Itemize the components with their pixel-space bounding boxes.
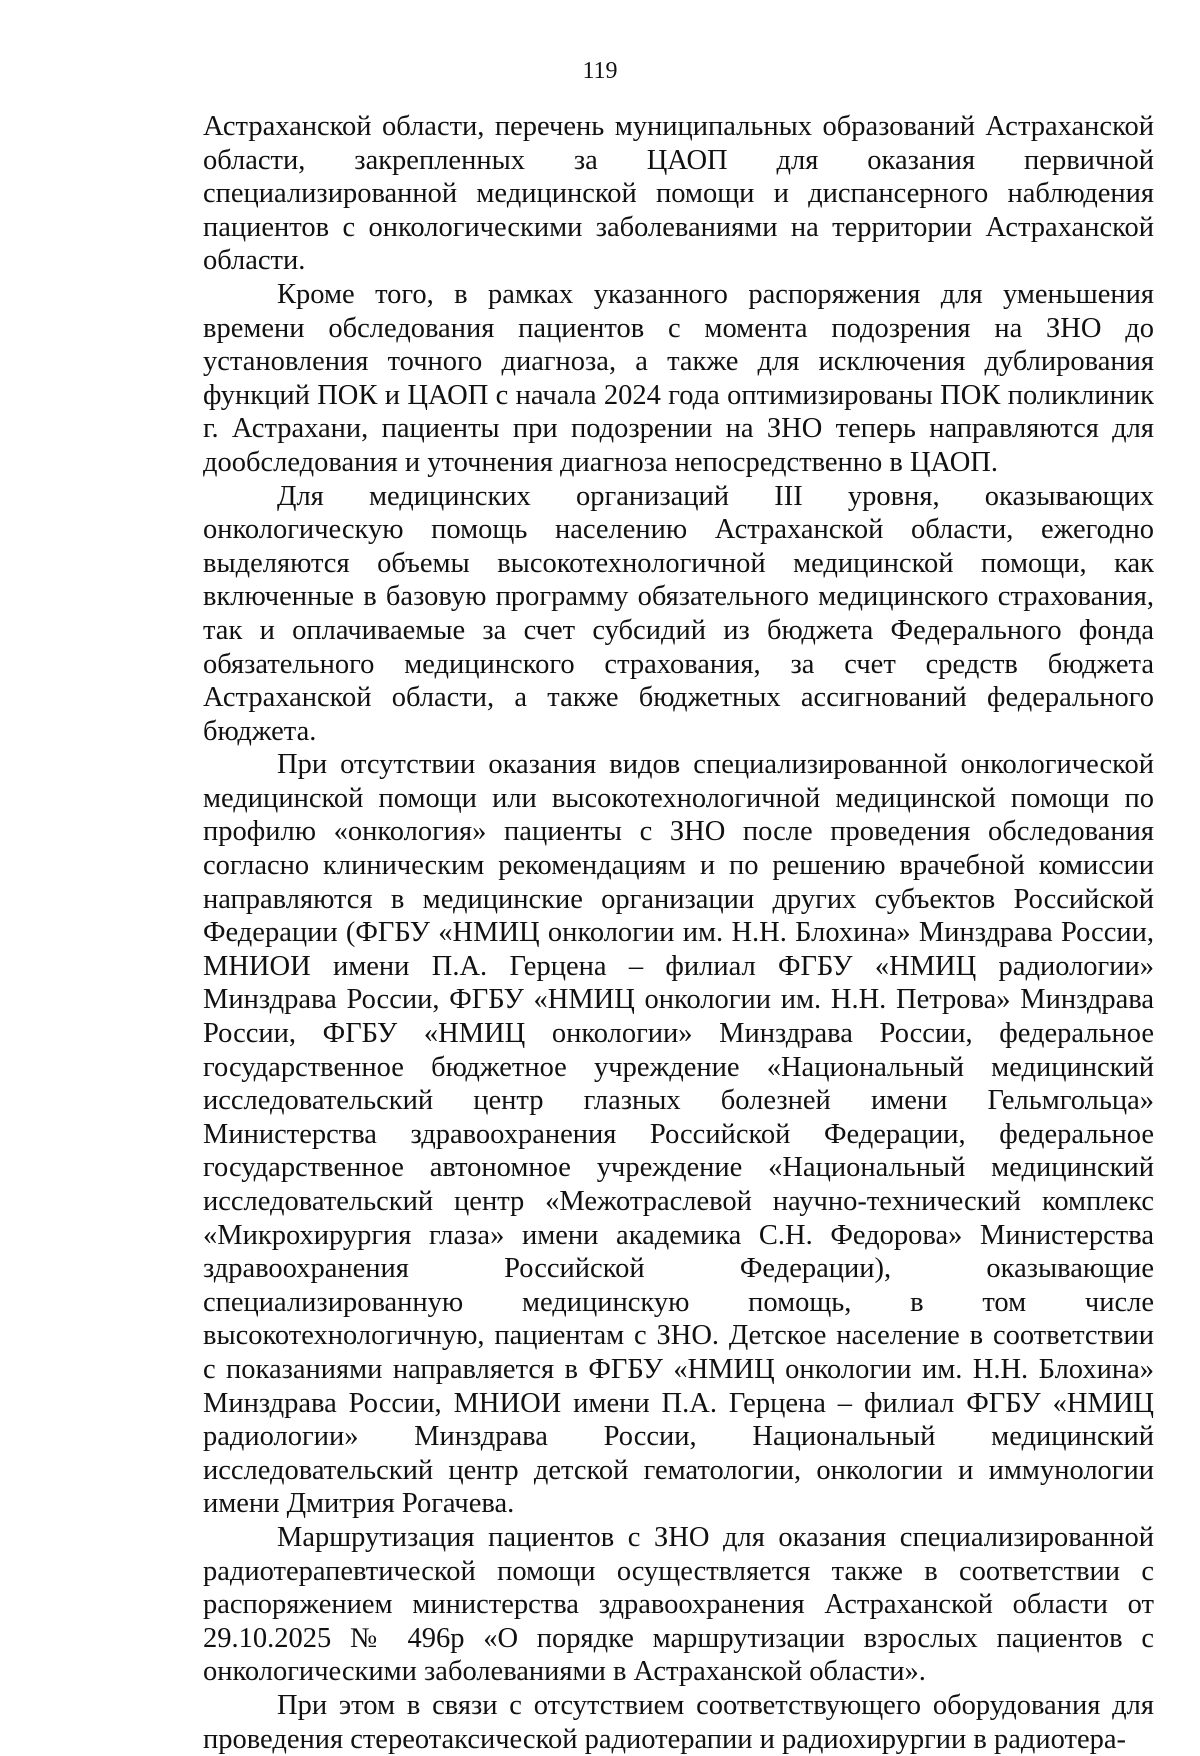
document-body bbox=[203, 110, 1154, 1756]
paragraph-6: При этом в связи с отсутствием соответствующего оборудования для проведения стереотаксической радиотерапии и радиохирургии в радиотера- bbox=[203, 1689, 1154, 1755]
paragraph-5: Маршрутизация пациентов с ЗНО для оказания специализированной радиотерапевтической помощи осуществляется также в соответствии с распоряжением министерства здравоохранения Астраханской области от 29.10.2025 № 496р «О порядке маршрутизации взрослых пациентов с онкологическими заболеваниями в Астраханской области». bbox=[203, 1521, 1154, 1688]
paragraph-1: Астраханской области, перечень муниципальных образований Астраханской области, закрепленных за ЦАОП для оказания первичной специализированной медицинской помощи и диспансерного наблюдения пациентов с онкологическими заболеваниями на территории Астраханской области. bbox=[203, 111, 1154, 277]
paragraph-3: Для медицинских организаций III уровня, оказывающих онкологическую помощь населению Астраханской области, ежегодно выделяются объемы высокотехнологичной медицинской помощи, как включенные в базовую программу обязательного медицинского страхования, так и оплачиваемые за счет субсидий из бюджета Федерального фонда обязательного медицинского страхования, за счет средств бюджета Астраханской области, а также бюджетных ассигнований федерального бюджета. bbox=[203, 480, 1154, 747]
paragraph-4: При отсутствии оказания видов специализированной онкологической медицинской помощи или высокотехнологичной медицинской помощи по профилю «онкология» пациенты с ЗНО после проведения обследования согласно клиническим рекомендациям и по решению врачебной комиссии направляются в медицинские организации других субъектов Российской Федерации (ФГБУ «НМИЦ онкологии им. Н.Н. Блохина» Минздрава России, МНИОИ имени П.А. Герцена – филиал ФГБУ «НМИЦ радиологии» Минздрава России, ФГБУ «НМИЦ онкологии им. Н.Н. Петрова» Минздрава России, ФГБУ «НМИЦ онкологии» Минздрава России, федеральное государственное бюджетное учреждение «Национальный медицинский исследовательский центр глазных болезней имени Гельмгольца» Министерства здравоохранения Российской Федерации, федеральное государственное автономное учреждение «Национальный медицинский исследовательский центр «Межотраслевой научно-технический комплекс «Микрохирургия глаза» имени академика С.Н. Федорова» Министерства здравоохранения Российской Федерации), оказывающие специализированную медицинскую помощь, в том числе высокотехнологичную, пациентам с ЗНО. Детское население в соответствии с показаниями направляется в ФГБУ «НМИЦ онкологии им. Н.Н. Блохина» Минздрава России, МНИОИ имени П.А. Герцена – филиал ФГБУ «НМИЦ радиологии» Минздрава России, Национальный медицинский исследовательский центр детской гематологии, онкологии и иммунологии имени Дмитрия Рогачева. bbox=[203, 749, 1154, 1520]
paragraph-2: Кроме того, в рамках указанного распоряжения для уменьшения времени обследования пациентов с момента подозрения на ЗНО до установления точного диагноза, а также для исключения дублирования функций ПОК и ЦАОП с начала 2024 года оптимизированы ПОК поликлиник г. Астрахани, пациенты при подозрении на ЗНО теперь направляются для дообследования и уточнения диагноза непосредственно в ЦАОП. bbox=[203, 278, 1154, 478]
page-number: 119 bbox=[582, 58, 618, 84]
